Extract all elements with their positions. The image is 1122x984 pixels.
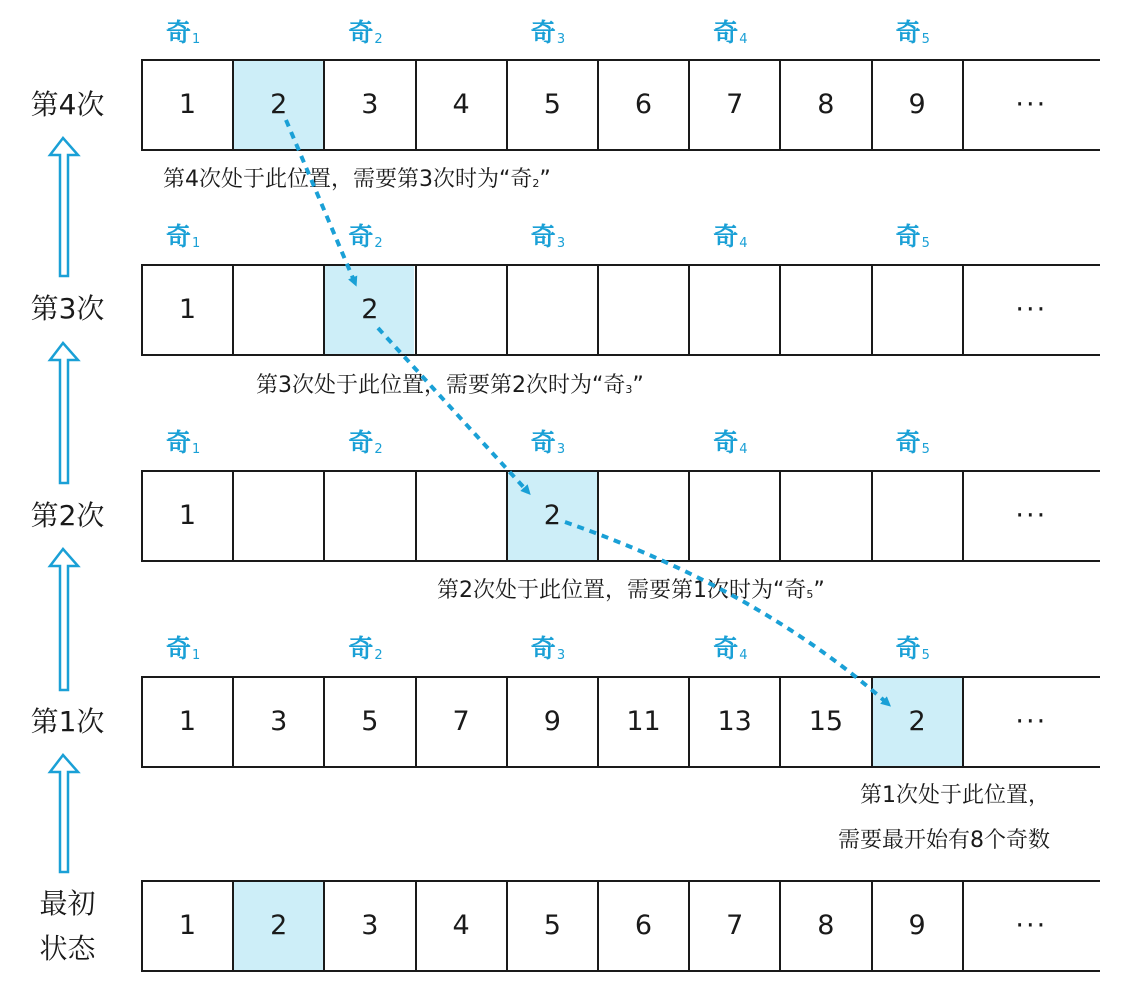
odd-label-index: 5: [921, 648, 930, 663]
odd-label-index: 1: [192, 32, 201, 47]
note-row-4: 第4次处于此位置，需要第3次时为“奇$_2$”: [163, 167, 551, 192]
number-cell: 7: [688, 882, 779, 970]
number-cell: 2: [323, 266, 414, 354]
note-row-1-line1: 第1次处于此位置，: [860, 783, 1050, 808]
ellipsis-cell: ···: [962, 266, 1099, 354]
ellipsis-cell: ···: [962, 678, 1099, 766]
odd-label-char: 奇: [895, 428, 921, 457]
odd-label-index: 4: [739, 648, 748, 663]
odd-label-char: 奇: [348, 634, 374, 663]
number-cell: 1: [141, 882, 232, 970]
odd-label-char: 奇: [166, 222, 192, 251]
row-label-initial-line1: 最初: [39, 887, 96, 920]
odd-label-index: 1: [192, 648, 201, 663]
odd-label-char: 奇: [166, 634, 192, 663]
number-cell: 3: [323, 61, 414, 149]
odd-label-char: 奇: [895, 18, 921, 47]
ellipsis-cell: ···: [962, 472, 1099, 560]
move-arrow-4-to-3: [286, 120, 355, 283]
number-cell: 9: [506, 678, 597, 766]
up-arrow-icon: [50, 343, 78, 483]
odd-label-char: 奇: [713, 18, 739, 47]
number-cell: 6: [597, 882, 688, 970]
odd-label-char: 奇: [895, 634, 921, 663]
up-arrow-icon: [50, 755, 78, 872]
odd-label-char: 奇: [895, 222, 921, 251]
number-cell: 1: [141, 61, 232, 149]
number-cell: 2: [232, 882, 323, 970]
odd-label-index: 5: [921, 32, 930, 47]
ellipsis-cell: ···: [962, 61, 1099, 149]
odd-label-char: 奇: [166, 18, 192, 47]
number-cell: 5: [323, 678, 414, 766]
number-cell: 9: [871, 61, 962, 149]
number-cell: 2: [871, 678, 962, 766]
odd-label-char: 奇: [530, 634, 556, 663]
up-arrow-icon: [50, 549, 78, 690]
number-cell: 3: [323, 882, 414, 970]
odd-label-char: 奇: [713, 428, 739, 457]
row-label-3: 第3次: [30, 292, 105, 325]
row-label-1: 第1次: [30, 705, 105, 738]
number-cell: 1: [141, 678, 232, 766]
odd-label-index: 4: [739, 236, 748, 251]
number-cell: 8: [779, 882, 870, 970]
row-label-2: 第2次: [30, 499, 105, 532]
odd-label-index: 2: [374, 442, 383, 457]
number-cell: 1: [141, 266, 232, 354]
number-cell: 6: [597, 61, 688, 149]
odd-label-char: 奇: [713, 634, 739, 663]
move-arrow-2-to-1: [565, 522, 888, 704]
odd-label-char: 奇: [713, 222, 739, 251]
odd-label-char: 奇: [166, 428, 192, 457]
odd-label-char: 奇: [530, 222, 556, 251]
odd-label-char: 奇: [530, 428, 556, 457]
odd-label-index: 5: [921, 442, 930, 457]
note-row-1-line2: 需要最开始有8个奇数: [838, 828, 1050, 853]
odd-label-index: 3: [556, 236, 566, 251]
number-cell: 8: [779, 61, 870, 149]
odd-label-index: 2: [374, 236, 383, 251]
note-row-2: 第2次处于此位置，需要第1次时为“奇$_5$”: [437, 578, 825, 603]
row-label-4: 第4次: [30, 88, 105, 121]
odd-label-index: 3: [556, 442, 566, 457]
number-cell: 4: [415, 61, 506, 149]
odd-label-index: 1: [192, 236, 201, 251]
number-cell: 3: [232, 678, 323, 766]
number-cell: 1: [141, 472, 232, 560]
number-cell: 9: [871, 882, 962, 970]
odd-label-char: 奇: [348, 18, 374, 47]
number-cell: 4: [415, 882, 506, 970]
odd-label-index: 2: [374, 32, 383, 47]
number-cell: 7: [415, 678, 506, 766]
number-cell: 2: [506, 472, 597, 560]
number-cell: 11: [597, 678, 688, 766]
odd-label-index: 2: [374, 648, 383, 663]
number-cell: 5: [506, 882, 597, 970]
number-cell: 13: [688, 678, 779, 766]
odd-label-index: 4: [739, 32, 748, 47]
number-cell: 2: [232, 61, 323, 149]
odd-label-index: 4: [739, 442, 748, 457]
number-cell: 7: [688, 61, 779, 149]
number-cell: 5: [506, 61, 597, 149]
row-label-initial-line2: 状态: [39, 932, 96, 965]
ellipsis-cell: ···: [962, 882, 1099, 970]
odd-label-char: 奇: [530, 18, 556, 47]
note-row-3: 第3次处于此位置，需要第2次时为“奇$_3$”: [256, 373, 644, 398]
up-arrow-icon: [50, 138, 78, 276]
odd-label-index: 3: [556, 648, 566, 663]
odd-label-index: 3: [556, 32, 566, 47]
odd-label-index: 1: [192, 442, 201, 457]
odd-label-index: 5: [921, 236, 930, 251]
move-arrow-3-to-2: [378, 328, 528, 492]
odd-label-char: 奇: [348, 428, 374, 457]
number-cell: 15: [779, 678, 870, 766]
odd-label-char: 奇: [348, 222, 374, 251]
